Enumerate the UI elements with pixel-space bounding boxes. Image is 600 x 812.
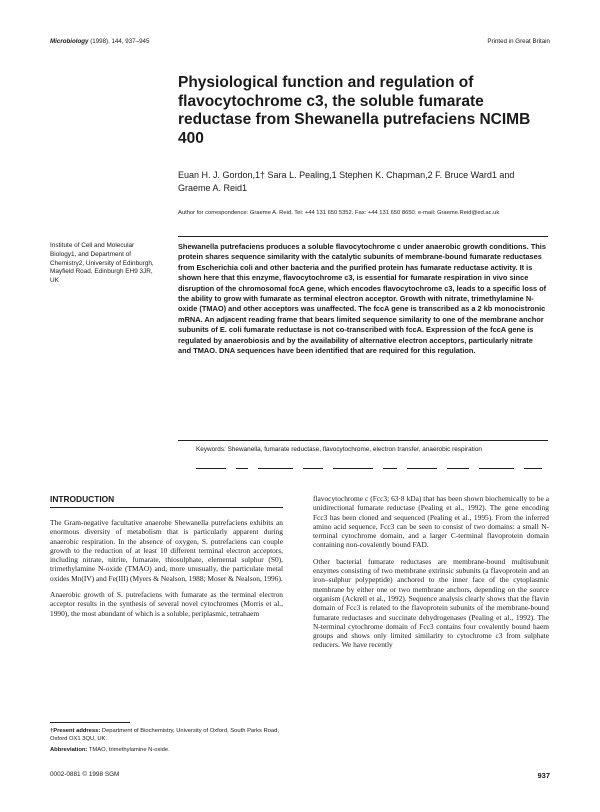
journal-name: Microbiology bbox=[50, 38, 89, 45]
footnote-abbreviation: Abbreviation: TMAO, trimethylamine N-oxide. bbox=[50, 747, 170, 753]
left-column bbox=[50, 518, 283, 625]
author-list: Euan H. J. Gordon,1† Sara L. Pealing,1 Stephen K. Chapman,2 F. Bruce Ward1 and Graeme A. Reid1 bbox=[178, 170, 515, 193]
citation: (1998), 144, 937–945 bbox=[88, 38, 150, 45]
right-column bbox=[313, 494, 549, 657]
footnote-present-address: †Present address: Department of Biochemistry, University of Oxford, South Parks Road, Oxford OX1 3QU, UK. bbox=[50, 728, 279, 742]
keywords-text: Shewanella, fumarate reductase, flavocytochrome, electron transfer, anaerobic respiration bbox=[225, 446, 482, 453]
keywords-label: Keywords: bbox=[196, 446, 226, 453]
keywords bbox=[196, 446, 536, 455]
right-paragraph: flavocytochrome c (Fcc3; 63·8 kDa) that has been shown biochemically to be a unidirectional fumarate reductase (Pealing et al., 1992). The gene encoding Fcc3 has been cloned and sequenced (Pealing et al., 1995). From the inferred amino acid sequence, Fcc3 can be seen to consist of two domains: a small N-terminal cytochrome domain, and a larger C-terminal flavoprotein domain containing non-covalently bound FAD. bbox=[313, 494, 549, 550]
left-paragraph: The Gram-negative facultative anaerobe Shewanella putrefaciens exhibits an enormous diversity of metabolism that is particularly apparent during anaerobic respiration. In the absence of oxygen, S. putrefaciens can couple growth to the reduction of at least 10 different terminal electron acceptors, including nitrate, nitrite, fumarate, thiosulphate, elemental sulphur (S0), trimethylamine N-oxide (TMAO) and, more unusually, the particulate metal oxides Mn(IV) and Fe(III) (Myers & Nealson, 1988; Moser & Nealson, 1996). bbox=[50, 518, 283, 583]
running-header-citation bbox=[50, 38, 149, 45]
page-number: 937 bbox=[537, 771, 550, 780]
footnote-rule bbox=[50, 722, 130, 723]
correspondence: Author for correspondence: Graeme A. Reid. Tel: +44 131 650 5352. Fax: +44 131 650 8650. e-mail: Graeme.Reid@ed.ac.uk bbox=[178, 210, 500, 216]
section-heading-introduction: INTRODUCTION bbox=[50, 494, 115, 504]
intro-rule bbox=[50, 507, 283, 508]
right-paragraph: Other bacterial fumarate reductases are membrane-bound multisubunit enzymes consisting of two membrane extrinsic subunits (a flavoprotein and an iron–sulphur polypeptide) anchored to the inner face of the cytoplasmic membrane by either one or two membrane anchors, depending on the source organism (Ackrell et al., 1992). Sequence analysis clearly shows that the flavin domain of Fcc3 is related to the flavoprotein subunits of the membrane-bound fumarate reductases and succinate dehydrogenases (Pealing et al., 1992). The N-terminal cytochrome domain of Fcc3 contains four covalently bound haem groups and shows only limited similarity to cytochrome c3 from sulphate reducers. We have recently bbox=[313, 556, 549, 650]
footnotes bbox=[50, 727, 283, 754]
keywords-top-rule bbox=[178, 440, 548, 441]
abstract: Shewanella putrefaciens produces a soluble flavocytochrome c under anaerobic growth conditions. This protein shares sequence similarity with the catalytic subunits of membrane-bound fumarate reductases from Escherichia coli and other bacteria and the purified protein has fumarate reductase activity. It is shown here that this enzyme, flavocytochrome c3, is essential for fumarate respiration in vivo since disruption of the chromosomal fccA gene, which encodes flavocytochrome c3, leads to a specific loss of the ability to grow with fumarate as terminal electron acceptor. Growth with nitrate, trimethylamine N-oxide (TMAO) and other acceptors was unaffected. The fccA gene is transcribed as a 2 kb monocistronic mRNA. An adjacent reading frame that bears limited sequence similarity to one of the membrane anchor subunits of E. coli fumarate reductase is not co-transcribed with fccA. Expression of the fccA gene is regulated by anaerobiosis and by the availability of alternative electron acceptors, particularly nitrate and TMAO. DNA sequences have been identified that are required for this regulation. bbox=[178, 242, 547, 356]
printed-in: Printed in Great Britain bbox=[487, 38, 550, 45]
affiliation: Institute of Cell and Molecular Biology1, and Department of Chemistry2, University of Edinburgh, Mayfield Road, Edinburgh EH9 3JR, UK bbox=[50, 242, 154, 285]
abstract-top-rule bbox=[178, 236, 548, 237]
issn-code: 0002-0881 © 1998 SGM bbox=[50, 771, 120, 778]
article-title: Physiological function and regulation of flavocytochrome c3, the soluble fumarate reductase from Shewanella putrefaciens NCIMB 400 bbox=[178, 74, 531, 147]
left-paragraph: Anaerobic growth of S. putrefaciens with fumarate as the terminal electron acceptor results in the synthesis of several novel cytochromes (Morris et al., 1990), the most abundant of which is a soluble, periplasmic, tetrahaem bbox=[50, 590, 283, 618]
